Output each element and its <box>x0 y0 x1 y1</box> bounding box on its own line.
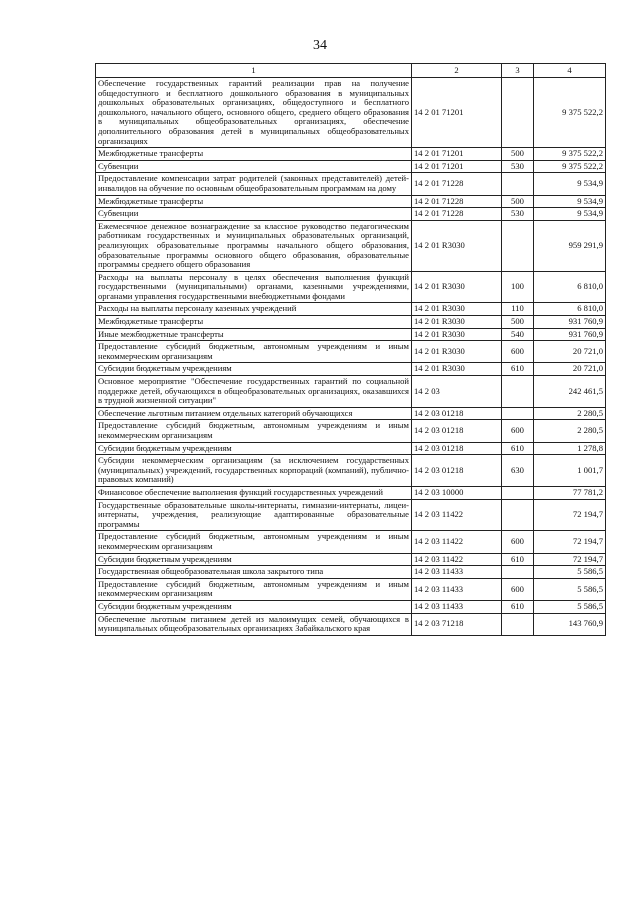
row-description: Ежемесячное денежное вознаграждение за классное руководство педагогическим работникам государственных и муниципальных образовательных организаций, реализующих образовательные программы начального общего образования, образовательные программы основного общего образования, образовательные программы среднего общего образования <box>96 220 412 271</box>
row-amount: 20 721,0 <box>534 363 606 376</box>
row-amount: 5 586,5 <box>534 566 606 579</box>
row-expense-kind <box>502 78 534 148</box>
row-amount: 9 534,9 <box>534 195 606 208</box>
row-description: Государственные образовательные школы-интернаты, гимназии-интернаты, лицеи-интернаты, учреждения, реализующие адаптированные образовательные программы <box>96 499 412 531</box>
table-row <box>96 341 606 363</box>
table-row <box>96 78 606 148</box>
row-description: Субсидии некоммерческим организациям (за исключением государственных (муниципальных) учреждений, государственных корпораций (компаний), публично-правовых компаний) <box>96 455 412 487</box>
table-row <box>96 173 606 195</box>
row-expense-kind: 630 <box>502 455 534 487</box>
row-code: 14 2 03 11433 <box>412 566 502 579</box>
row-code: 14 2 03 11433 <box>412 578 502 600</box>
row-code: 14 2 01 R3030 <box>412 271 502 303</box>
row-code: 14 2 03 11433 <box>412 600 502 613</box>
row-expense-kind <box>502 499 534 531</box>
row-amount: 1 278,8 <box>534 442 606 455</box>
table-row <box>96 566 606 579</box>
row-code: 14 2 01 71228 <box>412 208 502 221</box>
row-amount: 2 280,5 <box>534 420 606 442</box>
row-amount: 72 194,7 <box>534 531 606 553</box>
row-expense-kind <box>502 613 534 635</box>
table-row <box>96 148 606 161</box>
row-amount: 20 721,0 <box>534 341 606 363</box>
row-expense-kind: 540 <box>502 328 534 341</box>
table-row <box>96 407 606 420</box>
row-description: Субвенции <box>96 208 412 221</box>
row-expense-kind: 600 <box>502 341 534 363</box>
row-code: 14 2 01 71228 <box>412 195 502 208</box>
row-expense-kind: 610 <box>502 553 534 566</box>
row-expense-kind: 500 <box>502 148 534 161</box>
row-code: 14 2 01 R3030 <box>412 341 502 363</box>
row-amount: 6 810,0 <box>534 271 606 303</box>
row-amount: 242 461,5 <box>534 376 606 408</box>
row-description: Субвенции <box>96 160 412 173</box>
table-row <box>96 499 606 531</box>
table-row <box>96 578 606 600</box>
table-row <box>96 303 606 316</box>
column-header-4: 4 <box>534 64 606 78</box>
table-row <box>96 420 606 442</box>
row-description: Предоставление субсидий бюджетным, автономным учреждениям и иным некоммерческим организациям <box>96 341 412 363</box>
row-amount: 5 586,5 <box>534 600 606 613</box>
row-amount: 77 781,2 <box>534 486 606 499</box>
row-amount: 931 760,9 <box>534 328 606 341</box>
row-expense-kind <box>502 376 534 408</box>
row-description: Обеспечение государственных гарантий реализации прав на получение общедоступного и бесплатного дошкольного образования в муниципальных дошкольных образовательных организациях, общедоступного и бесплатного дошкольного, начального общего, основного общего, среднего общего образования в муниципальных общеобразовательных организациях, обеспечение дополнительного образования детей в муниципальных общеобразовательных организациях <box>96 78 412 148</box>
row-code: 14 2 03 10000 <box>412 486 502 499</box>
row-description: Обеспечение льготным питанием отдельных категорий обучающихся <box>96 407 412 420</box>
row-amount: 9 375 522,2 <box>534 78 606 148</box>
row-amount: 5 586,5 <box>534 578 606 600</box>
row-amount: 72 194,7 <box>534 499 606 531</box>
row-expense-kind <box>502 173 534 195</box>
table-row <box>96 531 606 553</box>
row-description: Иные межбюджетные трансферты <box>96 328 412 341</box>
row-description: Предоставление субсидий бюджетным, автономным учреждениям и иным некоммерческим организациям <box>96 420 412 442</box>
row-code: 14 2 01 71201 <box>412 78 502 148</box>
table-row <box>96 271 606 303</box>
row-code: 14 2 03 11422 <box>412 531 502 553</box>
row-code: 14 2 03 <box>412 376 502 408</box>
row-expense-kind <box>502 407 534 420</box>
row-amount: 143 760,9 <box>534 613 606 635</box>
row-expense-kind: 530 <box>502 208 534 221</box>
row-code: 14 2 01 R3030 <box>412 363 502 376</box>
row-expense-kind <box>502 220 534 271</box>
table-row <box>96 208 606 221</box>
row-expense-kind <box>502 486 534 499</box>
table-row <box>96 328 606 341</box>
row-expense-kind: 600 <box>502 531 534 553</box>
table-header-row <box>96 64 606 78</box>
row-amount: 9 375 522,2 <box>534 160 606 173</box>
row-code: 14 2 01 71201 <box>412 160 502 173</box>
row-code: 14 2 03 71218 <box>412 613 502 635</box>
row-code: 14 2 03 11422 <box>412 553 502 566</box>
row-amount: 959 291,9 <box>534 220 606 271</box>
row-description: Субсидии бюджетным учреждениям <box>96 600 412 613</box>
row-description: Предоставление субсидий бюджетным, автономным учреждениям и иным некоммерческим организациям <box>96 531 412 553</box>
table-row <box>96 195 606 208</box>
row-expense-kind: 610 <box>502 442 534 455</box>
table-row <box>96 613 606 635</box>
row-description: Межбюджетные трансферты <box>96 316 412 329</box>
row-expense-kind: 610 <box>502 600 534 613</box>
table-row <box>96 220 606 271</box>
row-expense-kind: 610 <box>502 363 534 376</box>
row-expense-kind: 500 <box>502 195 534 208</box>
column-header-3: 3 <box>502 64 534 78</box>
page-number: 34 <box>313 38 327 53</box>
row-description: Субсидии бюджетным учреждениям <box>96 553 412 566</box>
row-description: Субсидии бюджетным учреждениям <box>96 363 412 376</box>
row-expense-kind <box>502 566 534 579</box>
row-expense-kind: 600 <box>502 578 534 600</box>
row-expense-kind: 600 <box>502 420 534 442</box>
row-code: 14 2 01 71228 <box>412 173 502 195</box>
row-code: 14 2 03 11422 <box>412 499 502 531</box>
budget-table <box>95 63 606 636</box>
row-amount: 931 760,9 <box>534 316 606 329</box>
table-row <box>96 486 606 499</box>
row-expense-kind: 530 <box>502 160 534 173</box>
row-description: Субсидии бюджетным учреждениям <box>96 442 412 455</box>
row-description: Расходы на выплаты персоналу в целях обеспечения выполнения функций государственными (муниципальными) органами, казенными учреждениями, органами управления государственными внебюджетными фондами <box>96 271 412 303</box>
row-expense-kind: 100 <box>502 271 534 303</box>
row-code: 14 2 01 R3030 <box>412 303 502 316</box>
row-description: Обеспечение льготным питанием детей из малоимущих семей, обучающихся в муниципальных общеобразовательных организациях Забайкальского края <box>96 613 412 635</box>
row-code: 14 2 01 R3030 <box>412 316 502 329</box>
table-row <box>96 160 606 173</box>
column-header-2: 2 <box>412 64 502 78</box>
row-description: Межбюджетные трансферты <box>96 195 412 208</box>
row-amount: 9 534,9 <box>534 173 606 195</box>
row-amount: 6 810,0 <box>534 303 606 316</box>
row-code: 14 2 03 01218 <box>412 407 502 420</box>
column-header-1: 1 <box>96 64 412 78</box>
row-description: Предоставление компенсации затрат родителей (законных представителей) детей-инвалидов на обучение по основным общеобразовательным программам на дому <box>96 173 412 195</box>
row-description: Расходы на выплаты персоналу казенных учреждений <box>96 303 412 316</box>
table-row <box>96 376 606 408</box>
row-amount: 9 375 522,2 <box>534 148 606 161</box>
row-expense-kind: 110 <box>502 303 534 316</box>
row-description: Финансовое обеспечение выполнения функций государственных учреждений <box>96 486 412 499</box>
row-expense-kind: 500 <box>502 316 534 329</box>
table-row <box>96 363 606 376</box>
row-code: 14 2 03 01218 <box>412 442 502 455</box>
table-row <box>96 600 606 613</box>
row-code: 14 2 01 R3030 <box>412 220 502 271</box>
row-amount: 9 534,9 <box>534 208 606 221</box>
table-row <box>96 553 606 566</box>
row-amount: 1 001,7 <box>534 455 606 487</box>
row-description: Основное мероприятие "Обеспечение государственных гарантий по социальной поддержке детей, обучающихся в общеобразовательных организациях, оказавшихся в трудной жизненной ситуации" <box>96 376 412 408</box>
row-amount: 2 280,5 <box>534 407 606 420</box>
table-row <box>96 442 606 455</box>
row-code: 14 2 01 R3030 <box>412 328 502 341</box>
table-row <box>96 316 606 329</box>
row-description: Государственная общеобразовательная школа закрытого типа <box>96 566 412 579</box>
row-amount: 72 194,7 <box>534 553 606 566</box>
row-code: 14 2 03 01218 <box>412 455 502 487</box>
row-description: Межбюджетные трансферты <box>96 148 412 161</box>
row-code: 14 2 01 71201 <box>412 148 502 161</box>
row-code: 14 2 03 01218 <box>412 420 502 442</box>
row-description: Предоставление субсидий бюджетным, автономным учреждениям и иным некоммерческим организациям <box>96 578 412 600</box>
table-row <box>96 455 606 487</box>
